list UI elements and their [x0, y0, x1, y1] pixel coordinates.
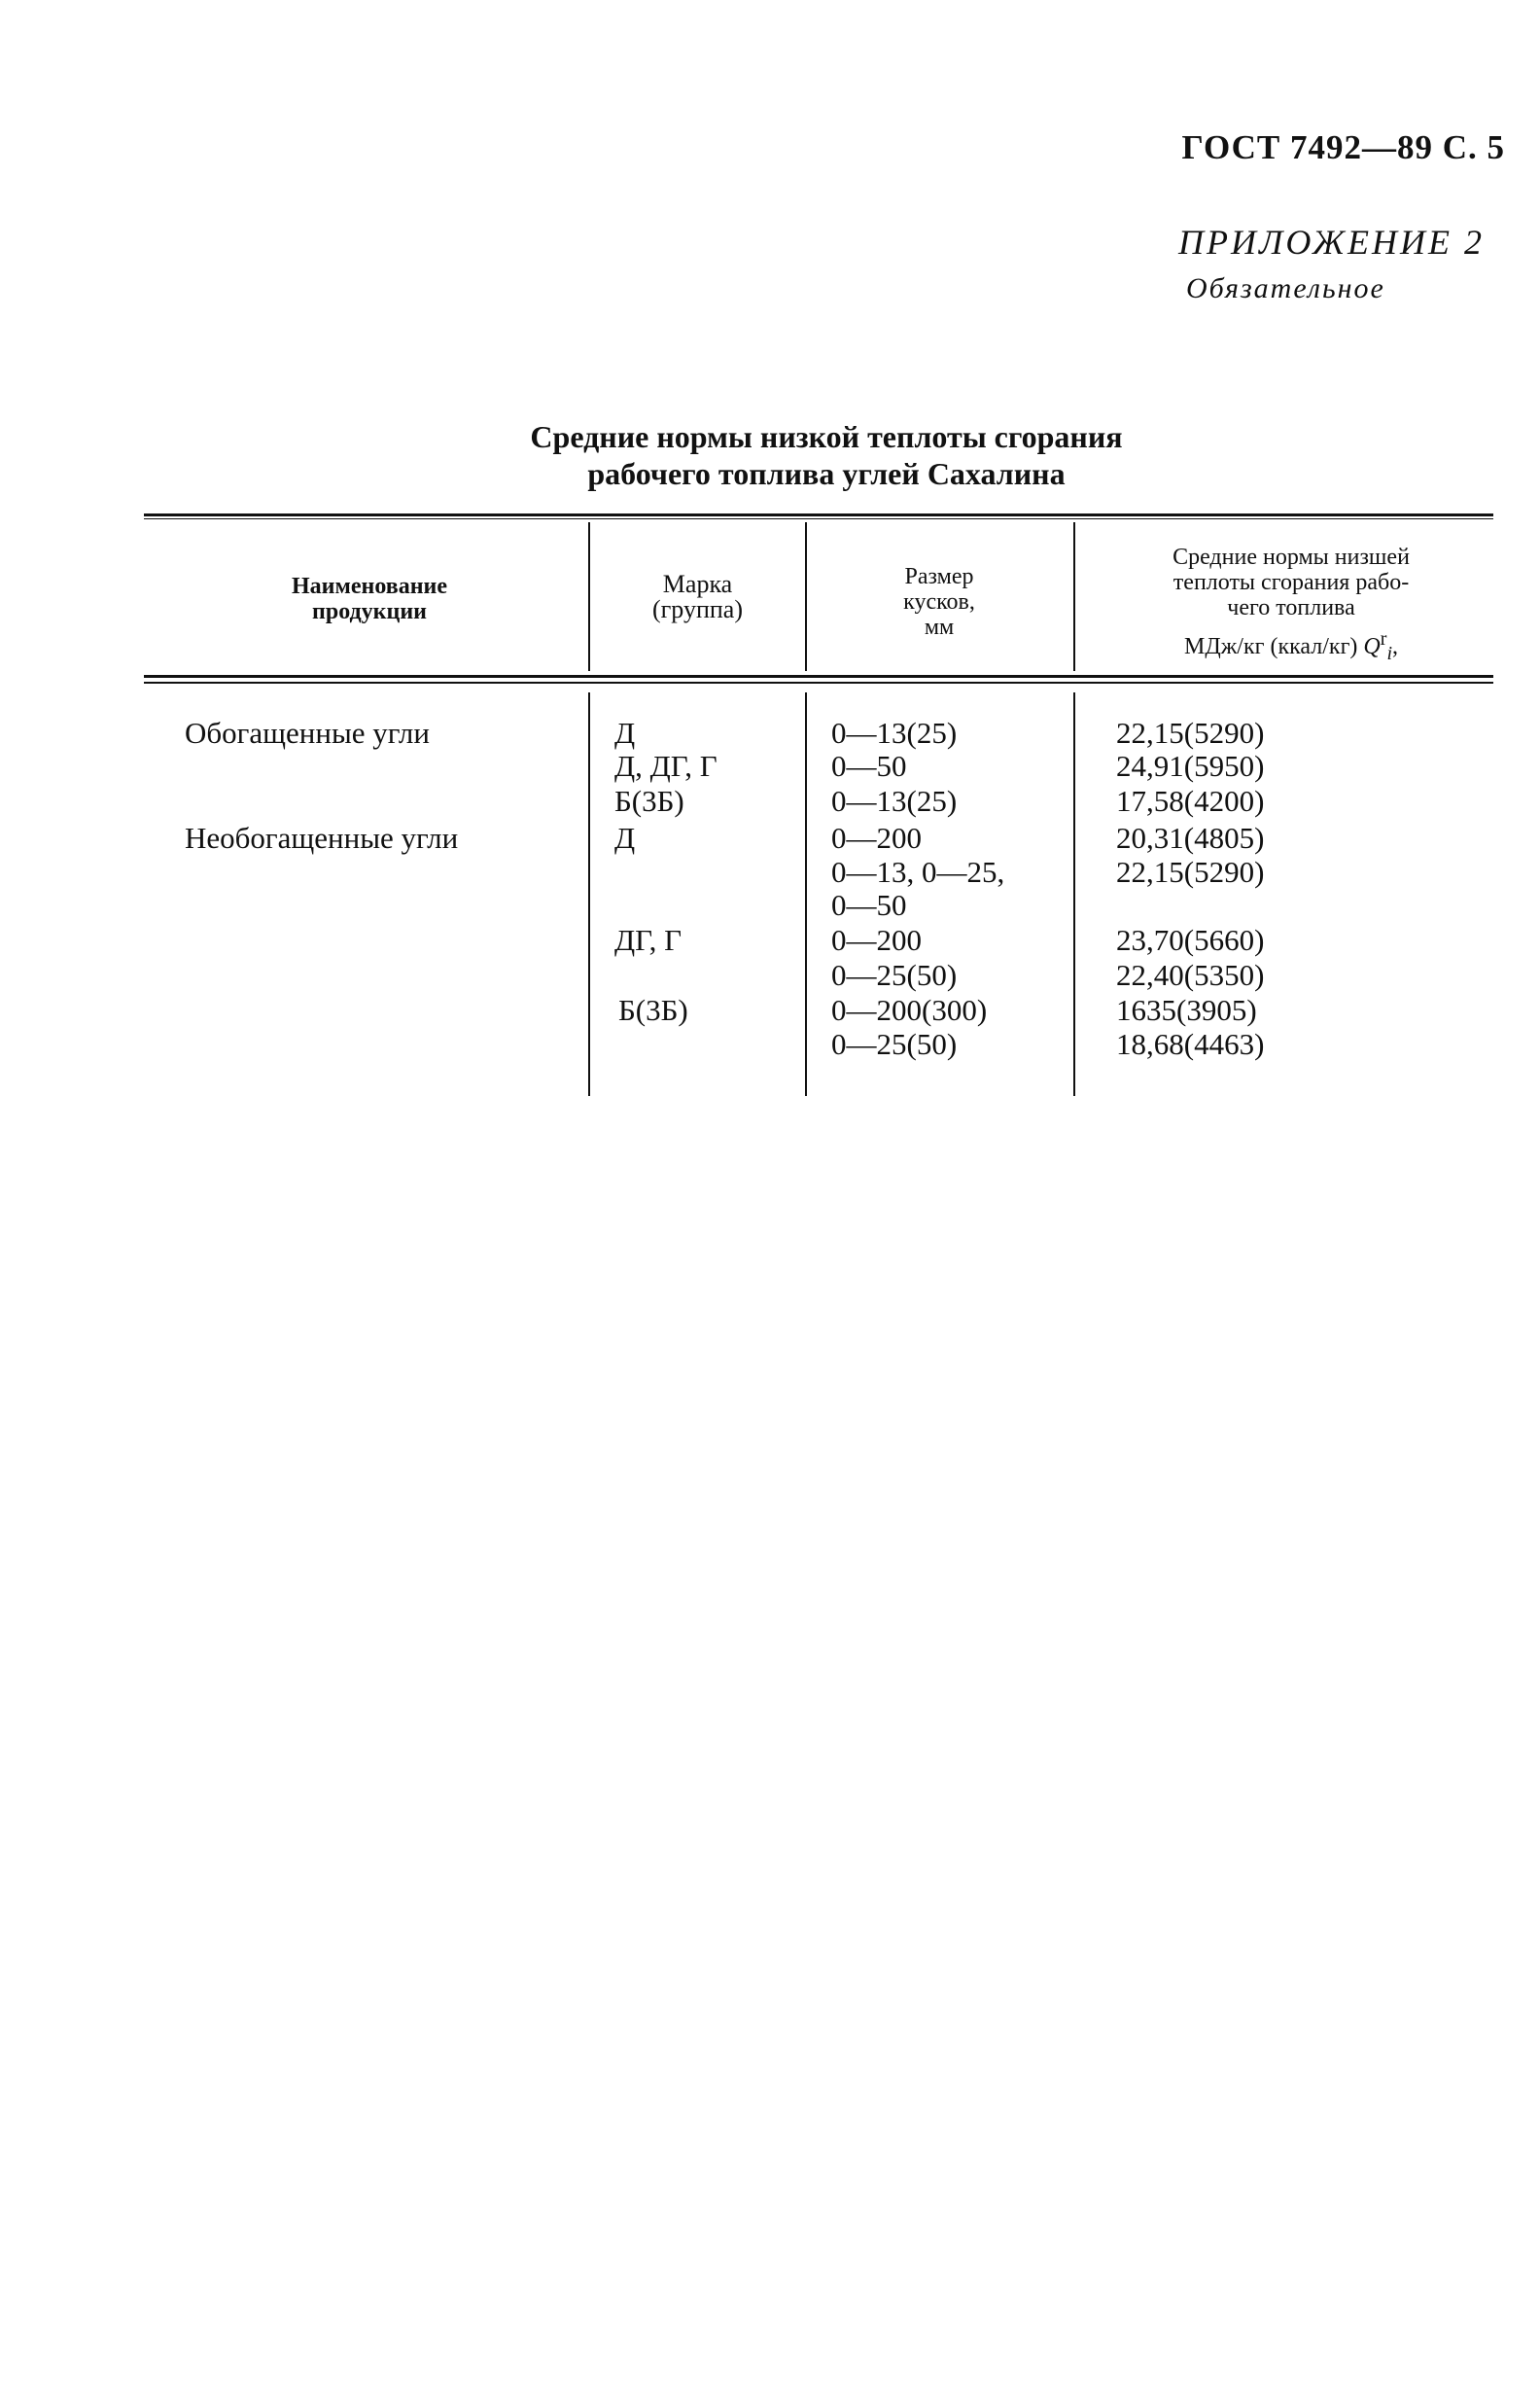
table-cell-size: 0—13, 0—25,: [831, 855, 1005, 889]
table-cell-size: 0—200(300): [831, 993, 988, 1027]
table-cell-size: 0—200: [831, 923, 922, 957]
table-cell-size: 0—25(50): [831, 958, 958, 992]
table-cell-grade: ДГ, Г: [614, 923, 682, 957]
table-cell-size: 0—13(25): [831, 716, 958, 750]
table-cell-value: 18,68(4463): [1116, 1027, 1265, 1061]
column-divider-1: [588, 522, 590, 671]
header-size: Размер кусков, мм: [903, 564, 975, 640]
header-grade: Марка (группа): [651, 570, 743, 623]
table-cell-value: 22,40(5350): [1116, 958, 1265, 992]
product-unenriched: Необогащенные угли: [185, 821, 459, 855]
table-cell-value: 24,91(5950): [1116, 749, 1265, 783]
header-product: Наименование продукции: [292, 574, 447, 624]
table-cell-size: 0—200: [831, 821, 922, 855]
page-reference: ГОСТ 7492—89 С. 5: [1181, 128, 1505, 166]
column-divider-2-body: [805, 692, 807, 1096]
column-divider-3-body: [1073, 692, 1075, 1096]
table-cell-size: 0—50: [831, 888, 907, 922]
table-cell-size: 0—50: [831, 749, 907, 783]
product-enriched: Обогащенные угли: [185, 716, 430, 750]
column-divider-1-body: [588, 692, 590, 1096]
table-title-line2: рабочего топлива углей Сахалина: [587, 456, 1066, 491]
table-title-line1: Средние нормы низкой теплоты сгорания: [530, 419, 1123, 454]
table-cell-grade: Д: [614, 716, 636, 750]
table-cell-value: 22,15(5290): [1116, 855, 1265, 889]
table-cell-grade: Д: [614, 821, 636, 855]
table-cell-value: 23,70(5660): [1116, 923, 1265, 957]
appendix-note: Обязательное: [1186, 272, 1385, 304]
table-cell-grade: Д, ДГ, Г: [614, 749, 718, 783]
table-cell-value: 17,58(4200): [1116, 784, 1265, 818]
table-cell-value: 22,15(5290): [1116, 716, 1265, 750]
table-cell-value: 1635(3905): [1116, 993, 1257, 1027]
header-heat-value: Средние нормы низшей теплоты сгорания рабо- чего топлива МДж/кг (ккал/кг) $Q^r_i$,: [1172, 545, 1410, 664]
table-cell-grade: Б(3Б): [614, 784, 684, 818]
table-cell-grade: Б(3Б): [618, 993, 688, 1027]
table-cell-size: 0—25(50): [831, 1027, 958, 1061]
appendix-title: ПРИЛОЖЕНИЕ 2: [1178, 223, 1485, 262]
table-cell-size: 0—13(25): [831, 784, 958, 818]
table-cell-value: 20,31(4805): [1116, 821, 1265, 855]
